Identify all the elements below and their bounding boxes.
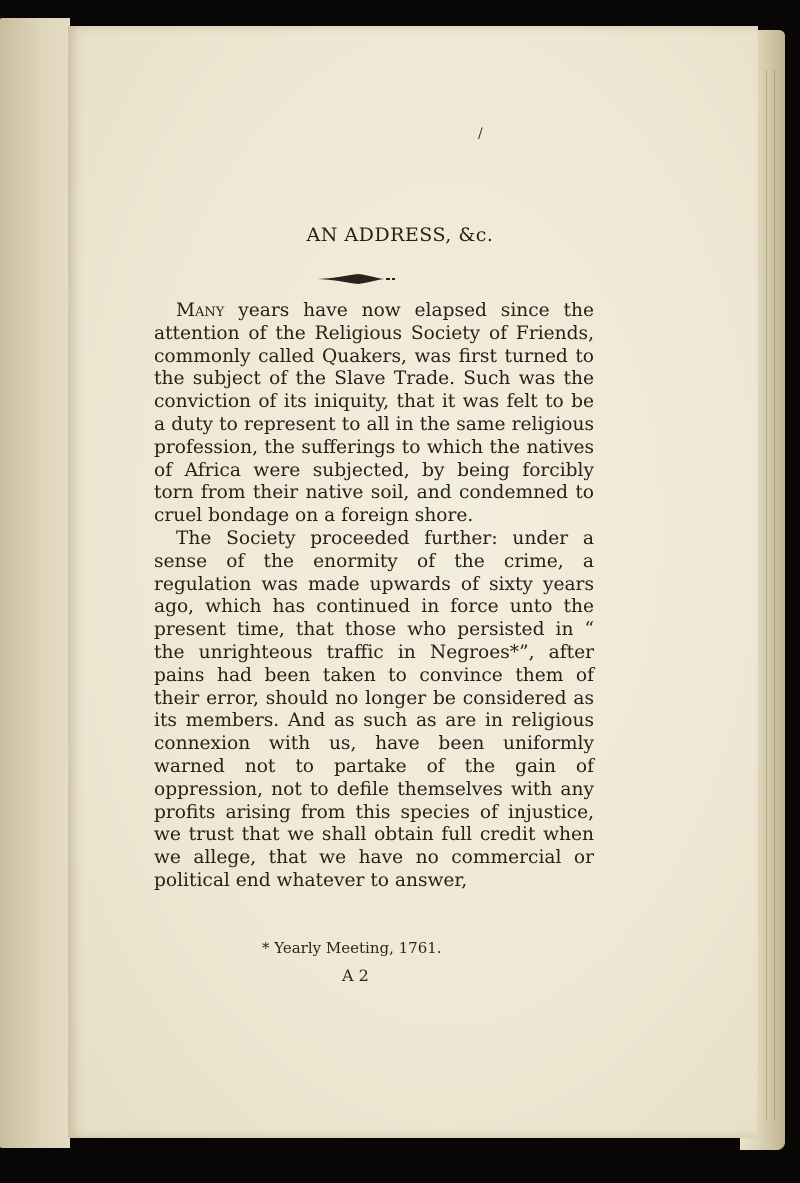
paragraph-2: The Society proceeded further: under a sense of the enormity of the crime, a regulation was made upwards of sixty years ago, which has continued in force unto the present time, that those who persisted in “ the unrighteous traffic in Negroes*”, after pains had been taken to convince them of their error, should no longer be considered as its members. And as such as are in religious connexion with us, have been uniformly warned not to partake of the gain of oppression, not to defile themselves with any profits arising from this species of injustice, we trust that we shall obtain full credit when we allege, that we have no commercial or political end whatever to answer,: [154, 527, 594, 891]
paragraph-1: [154, 300, 594, 528]
paragraph-1-text: years have now elapsed since the attention of the Religious Society of Friends, commonly called Quakers, was first turned to the subject of the Slave Trade. Such was the conviction of its iniquity, that it was felt to be a duty to represent to all in the same religious profession, the sufferings to which the natives of Africa were subjected, by being forcibly torn from their native soil, and condemned to cruel bondage on a foreign shore.: [154, 300, 594, 527]
footnote: * Yearly Meeting, 1761.: [262, 939, 442, 957]
left-page-edge: [0, 18, 70, 1148]
pencil-mark: /: [478, 126, 483, 142]
page-heading: AN ADDRESS, &c.: [306, 224, 494, 246]
drop-word: Many: [176, 300, 225, 321]
ornament-rule-icon: [318, 272, 396, 286]
body-text: [154, 300, 594, 893]
signature-mark: A 2: [342, 966, 369, 985]
